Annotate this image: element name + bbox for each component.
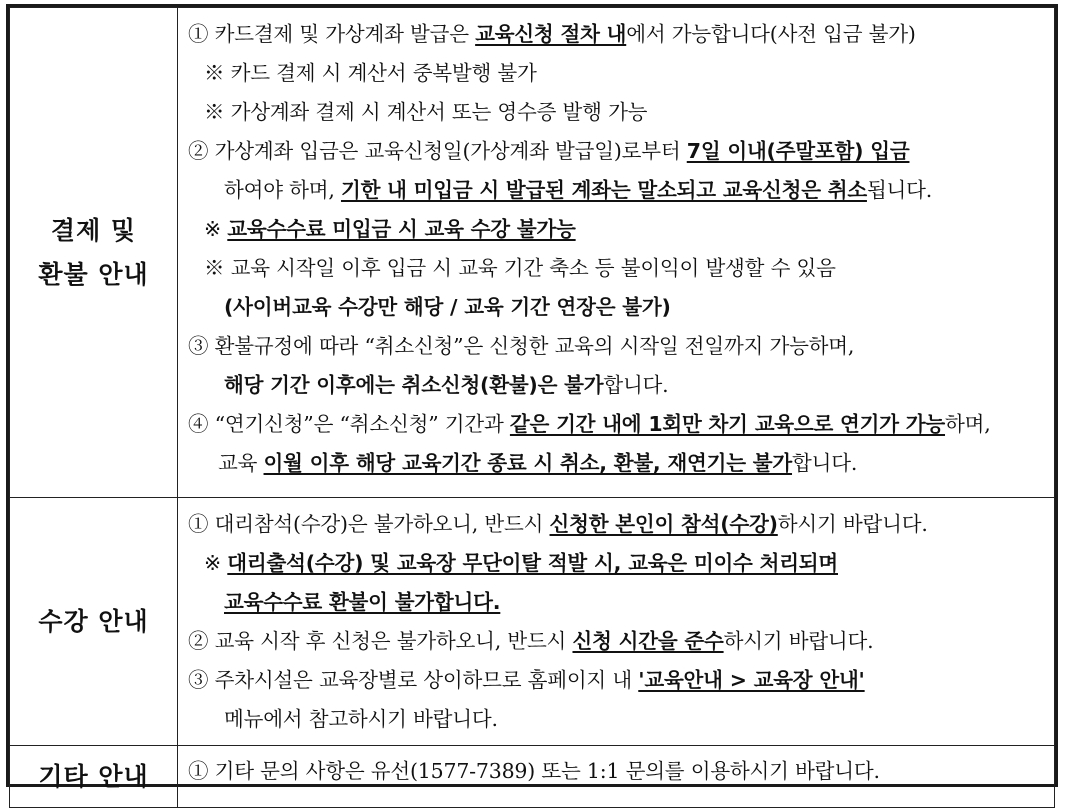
emphasized-text: 교육신청 절차 내 — [475, 22, 627, 46]
notice-text: 하여야 하며, — [224, 178, 341, 202]
notice-line — [188, 210, 1046, 249]
emphasized-text: (사이버교육 수강만 해당 / 교육 기간 연장은 불가) — [224, 295, 671, 319]
notice-line — [188, 366, 1046, 405]
notice-line — [188, 622, 1046, 661]
notice-text: 에서 가능합니다(사전 입금 불가) — [626, 22, 916, 46]
emphasized-text: 신청 시간을 준수 — [572, 629, 724, 653]
notice-line — [188, 327, 1046, 366]
section-heading-line: 환불 안내 — [38, 259, 149, 289]
notice-text: ※ 교육 시작일 이후 입금 시 교육 기간 축소 등 불이익이 발생할 수 있음 — [204, 256, 836, 280]
section-payment-refund — [10, 8, 1055, 498]
notice-line — [188, 15, 1046, 54]
notice-table-frame — [6, 4, 1058, 791]
section-body — [178, 746, 1055, 808]
notice-line — [188, 93, 1046, 132]
notice-text: 메뉴에서 참고하시기 바랍니다. — [224, 707, 498, 731]
notice-text: 됩니다. — [866, 178, 933, 202]
section-heading-line: 결제 및 — [50, 215, 137, 245]
emphasized-text: '교육안내 > 교육장 안내' — [638, 668, 865, 692]
notice-text: ② 가상계좌 입금은 교육신청일(가상계좌 발급일)로부터 — [188, 139, 687, 163]
notice-text: 합니다. — [603, 373, 669, 397]
notice-table — [9, 7, 1055, 808]
notice-text: ① 카드결제 및 가상계좌 발급은 — [188, 22, 476, 46]
notice-line — [188, 171, 1046, 210]
notice-line — [188, 132, 1046, 171]
notice-text: ③ 환불규정에 따라 “취소신청”은 신청한 교육의 시작일 전일까지 가능하며, — [188, 334, 855, 358]
emphasized-text: 기한 내 미입금 시 발급된 계좌는 말소되고 교육신청은 취소 — [340, 178, 867, 202]
section-body — [178, 8, 1055, 498]
notice-line — [188, 544, 1046, 583]
notice-line — [188, 583, 1046, 622]
notice-text: 합니다. — [792, 451, 858, 475]
section-attendance — [10, 498, 1055, 746]
section-heading — [10, 8, 178, 498]
notice-text: ③ 주차시설은 교육장별로 상이하므로 홈페이지 내 — [188, 668, 639, 692]
section-heading-line: 기타 안내 — [38, 761, 149, 791]
notice-line — [188, 700, 1046, 739]
notice-text: ④ “연기신청”은 “취소신청” 기간과 — [188, 412, 510, 436]
notice-text: ※ — [204, 551, 228, 575]
emphasized-text: 같은 기간 내에 1회만 차기 교육으로 연기가 가능 — [509, 412, 946, 436]
notice-line — [188, 752, 1046, 791]
notice-line — [188, 444, 1046, 483]
section-other — [10, 746, 1055, 808]
emphasized-text: 대리출석(수강) 및 교육장 무단이탈 적발 시, 교육은 미이수 처리되며 — [227, 551, 838, 575]
notice-line — [188, 661, 1046, 700]
section-heading-line: 수강 안내 — [38, 606, 149, 636]
emphasized-text: 7일 이내(주말포함) 입금 — [686, 139, 910, 163]
notice-text: 교육 — [218, 451, 264, 475]
notice-text: 하며, — [945, 412, 991, 436]
notice-line — [188, 505, 1046, 544]
emphasized-text: 신청한 본인이 참석(수강) — [549, 512, 778, 536]
notice-line — [188, 249, 1046, 288]
emphasized-text: 해당 기간 이후에는 취소신청(환불)은 불가 — [224, 373, 604, 397]
notice-line — [188, 54, 1046, 93]
notice-text: 하시기 바랍니다. — [777, 512, 928, 536]
notice-text: ※ 가상계좌 결제 시 계산서 또는 영수증 발행 가능 — [204, 100, 648, 124]
emphasized-text: 이월 이후 해당 교육기간 종료 시 취소, 환불, 재연기는 불가 — [263, 451, 793, 475]
notice-line — [188, 288, 1046, 327]
section-heading — [10, 498, 178, 746]
section-heading — [10, 746, 178, 808]
notice-text: 하시기 바랍니다. — [723, 629, 874, 653]
notice-text: ※ — [204, 217, 228, 241]
notice-text: ① 대리참석(수강)은 불가하오니, 반드시 — [188, 512, 550, 536]
notice-text: ① 기타 문의 사항은 유선(1577-7389) 또는 1:1 문의를 이용하시기 바랍니다. — [188, 759, 880, 783]
notice-line — [188, 405, 1046, 444]
emphasized-text: 교육수수료 환불이 불가합니다. — [224, 590, 501, 614]
notice-text: ※ 카드 결제 시 계산서 중복발행 불가 — [204, 61, 537, 85]
notice-text: ② 교육 시작 후 신청은 불가하오니, 반드시 — [188, 629, 573, 653]
emphasized-text: 교육수수료 미입금 시 교육 수강 불가능 — [227, 217, 576, 241]
section-body — [178, 498, 1055, 746]
